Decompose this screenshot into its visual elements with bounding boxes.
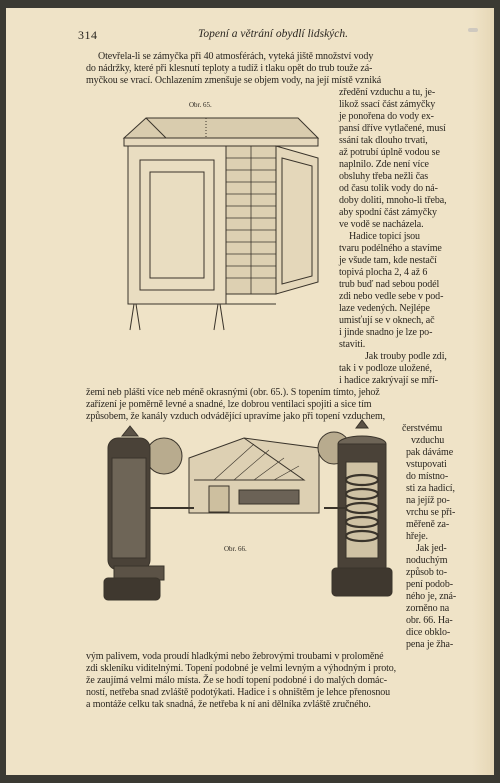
- figure-65-caption: Obr. 65.: [189, 101, 212, 109]
- text-line-26: Jak trouby podle zdi,: [365, 351, 447, 362]
- text-line-12: od času tolik vody do ná-: [339, 183, 438, 194]
- text-line-37: sti za hadicí,: [406, 483, 455, 494]
- figure-65-radiator-cabinet: [106, 110, 338, 332]
- text-line-46: ného je, zná-: [406, 591, 457, 602]
- text-line-10: naplnilo. Zde není více: [339, 159, 429, 170]
- text-line-34: pak dáváme: [406, 447, 454, 458]
- text-line-41: hřeje.: [406, 531, 428, 542]
- text-line-55: a montáže celku tak snadná, že netřeba k ní ani dělníka zvláště zručného.: [86, 699, 371, 710]
- text-line-47: zorněno na: [406, 603, 450, 614]
- text-line-31: způsobem, že kanály vzduch odvádějící upravíme jako při topení vzduchem,: [86, 411, 386, 422]
- text-line-21: zdi nebo vedle sebe v pod-: [339, 291, 444, 302]
- text-line-40: měřeně za-: [406, 519, 450, 530]
- text-line-2: do nádržky, které při klesnutí teploty a tudíž i tlaku opět do trub touže zá-: [86, 63, 373, 74]
- text-line-30: zařízení je poměrně levné a snadné, lze dobrou ventilaci spojiti a sice tím: [86, 399, 372, 410]
- page-number: 314: [78, 28, 98, 42]
- text-line-25: staviti.: [339, 339, 366, 350]
- text-line-6: je ponořena do vody ex-: [339, 111, 434, 122]
- text-line-39: vrchu se při-: [406, 507, 456, 518]
- text-line-4: zředění vzduchu a tu, je-: [339, 87, 436, 98]
- text-line-11: obsluhy třeba nežli čas: [339, 171, 429, 182]
- text-line-43: noduchým: [406, 555, 448, 566]
- text-line-27: tak i v podloze uložené,: [339, 363, 432, 374]
- text-line-23: umisťují se v oknech, ač: [339, 315, 435, 326]
- text-line-49: dice obklo-: [406, 627, 451, 638]
- text-line-32: čerstvému: [402, 423, 443, 434]
- book-page: [6, 8, 494, 775]
- text-line-48: obr. 66. Ha-: [406, 615, 453, 626]
- text-line-42: Jak jed-: [416, 543, 447, 554]
- page-tab-mark: [468, 28, 478, 32]
- text-line-35: vstupovati: [406, 459, 447, 470]
- text-line-1: Otevřela-li se zámyčka při 40 atmosférách, vyteká jiště množství vody: [98, 51, 374, 62]
- text-line-54: ností, netřeba snad zvláště podotýkati. Hadice i s ohništěm je lehce přenosnou: [86, 687, 391, 698]
- text-line-8: ssání tak dlouho trvati,: [339, 135, 428, 146]
- text-line-19: topivá plocha 2, 4 až 6: [339, 267, 428, 278]
- text-line-52: zdi skleníku viditelnými. Topení podobné je velmi levným a výhodným i proto,: [86, 663, 397, 674]
- text-line-29: žemi neb plášti více neb méně okrasnými (obr. 65.). S topením tímto, jehož: [86, 387, 380, 398]
- text-line-44: způsob to-: [406, 567, 447, 578]
- text-line-50: pena je žha-: [406, 639, 454, 650]
- text-line-17: tvaru podélného a stavíme: [339, 243, 442, 254]
- text-line-33: vzduchu: [411, 435, 445, 446]
- text-line-45: pení podob-: [406, 579, 453, 590]
- text-line-36: do místno-: [406, 471, 449, 482]
- text-line-14: aby spodní část zámyčky: [339, 207, 437, 218]
- text-line-22: laze vedených. Nejlépe: [339, 303, 430, 314]
- text-line-38: na jejíž po-: [406, 495, 450, 506]
- page-edge-shadow: [472, 8, 494, 775]
- text-line-5: likož ssací část zámyčky: [339, 99, 436, 110]
- text-line-20: trub buď nad sebou podél: [339, 279, 440, 290]
- text-line-13: doby doliti, mnoho-li třeba,: [339, 195, 447, 206]
- text-line-16: Hadice topicí jsou: [349, 231, 420, 242]
- text-line-53: že zaujímá velmi málo místa. Že se hodí topení podobné i do malých domác-: [86, 675, 387, 686]
- text-line-28: i hadice zakrývají se mří-: [339, 375, 439, 386]
- text-line-3: myčkou se vrací. Ochlazením zmenšuje se objem vody, na její místě vzniká: [86, 75, 382, 86]
- text-line-24: i jinde snadno je lze po-: [339, 327, 433, 338]
- text-line-7: pansí dříve vytlačené, musí: [339, 123, 446, 134]
- text-line-15: ve vodě se nacházela.: [339, 219, 424, 230]
- text-line-9: až potrubí úplně vodou se: [339, 147, 440, 158]
- text-line-51: vým palivem, voda proudí hladkými nebo žebrovými troubami v proloměné: [86, 651, 384, 662]
- figure-66-caption: Obr. 66.: [224, 545, 247, 553]
- text-line-18: je všude tam, kde nestačí: [339, 255, 437, 266]
- running-title: Topení a větrání obydlí lidských.: [198, 28, 349, 40]
- figure-66-stove-heater: [94, 418, 396, 618]
